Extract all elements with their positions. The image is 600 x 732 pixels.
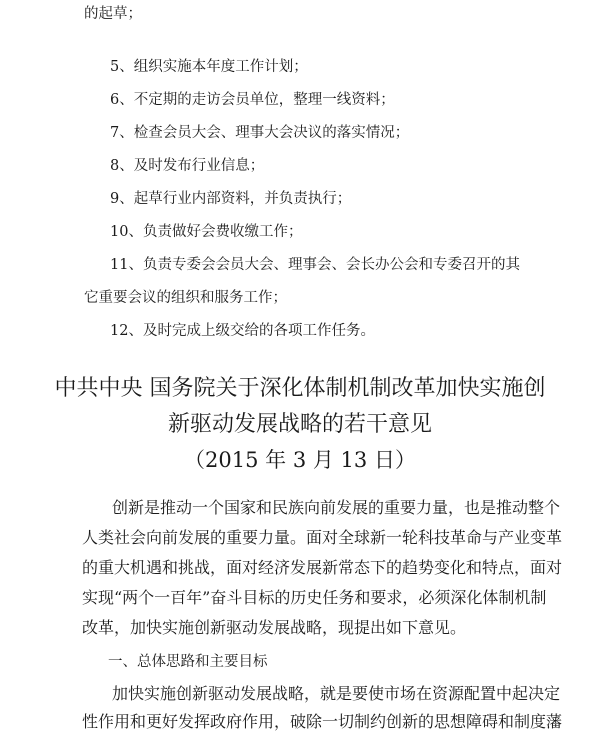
document-title-line-2: 新驱动发展战略的若干意见 xyxy=(167,412,432,437)
text-fragment: 的起草； xyxy=(84,6,142,22)
list-item: 5、组织实施本年度工作计划； xyxy=(110,59,308,75)
list-item: 6、不定期的走访会员单位，整理一线资料； xyxy=(110,92,395,108)
paragraph-line: 加快实施创新驱动发展战略，就是要使市场在资源配置中起决定 xyxy=(112,684,561,703)
paragraph-line: 实现“两个一百年”奋斗目标的历史任务和要求，必须深化体制机制 xyxy=(82,588,547,607)
list-item: 8、及时发布行业信息； xyxy=(110,158,265,174)
section-heading: 一、总体思路和主要目标 xyxy=(108,654,268,670)
paragraph-line: 性作用和更好发挥政府作用，破除一切制约创新的思想障碍和制度藩 xyxy=(82,712,563,731)
paragraph-line: 创新是推动一个国家和民族向前发展的重要力量，也是推动整个 xyxy=(112,498,561,517)
paragraph-line: 的重大机遇和挑战，面对经济发展新常态下的趋势变化和特点，面对 xyxy=(82,558,563,577)
list-item: 12、及时完成上级交给的各项工作任务。 xyxy=(110,323,375,339)
paragraph-line: 改革，加快实施创新驱动发展战略，现提出如下意见。 xyxy=(82,618,467,637)
list-item-continuation: 它重要会议的组织和服务工作； xyxy=(84,290,287,306)
list-item: 11、负责专委会会员大会、理事会、会长办公会和专委召开的其 xyxy=(110,257,520,273)
paragraph-line: 人类社会向前发展的重要力量。面对全球新一轮科技革命与产业变革 xyxy=(82,528,563,547)
document-date: （2015 年 3 月 13 日） xyxy=(184,448,416,472)
list-item: 7、检查会员大会、理事大会决议的落实情况； xyxy=(110,125,410,141)
list-item: 10、负责做好会费收缴工作； xyxy=(110,224,303,240)
list-item: 9、起草行业内部资料，并负责执行； xyxy=(110,191,352,207)
document-title-line-1: 中共中央 国务院关于深化体制机制改革加快实施创 xyxy=(54,376,546,401)
